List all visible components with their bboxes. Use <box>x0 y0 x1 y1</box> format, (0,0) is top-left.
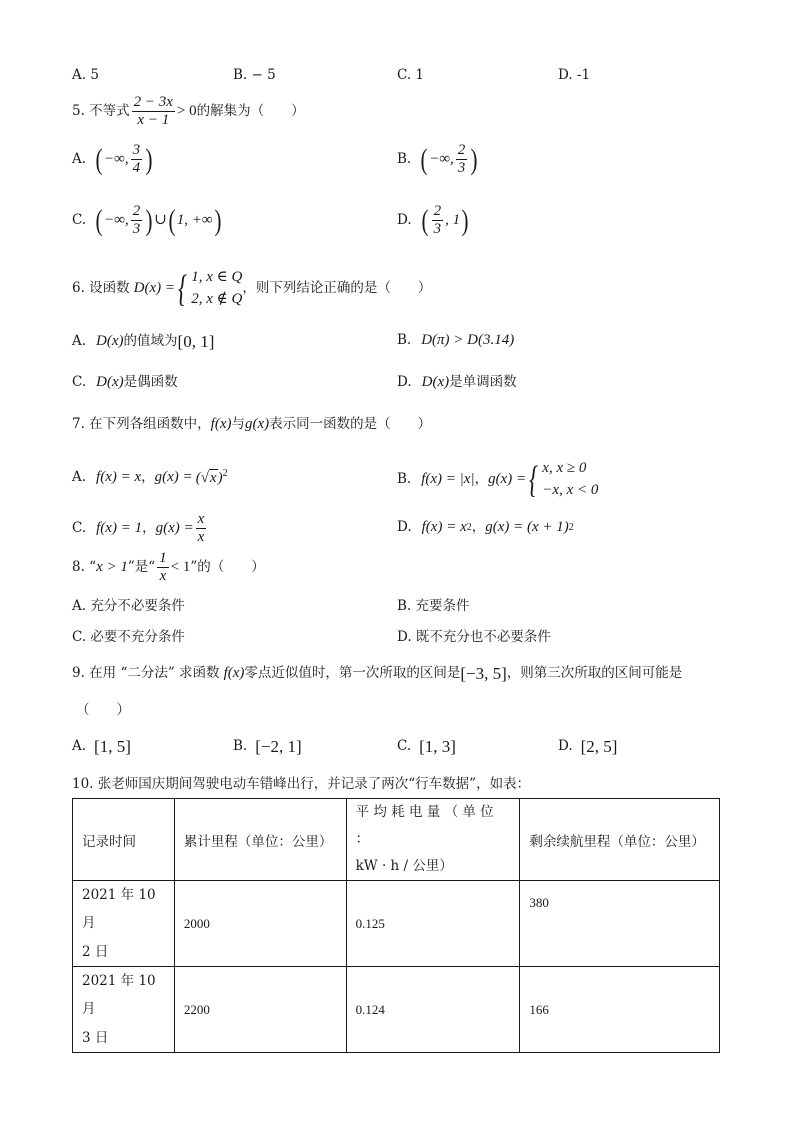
q7-c-f: f(x) = 1 <box>96 520 143 536</box>
q5-suffix: 的解集为（ ） <box>196 102 305 119</box>
q7-d-label: D. <box>397 518 412 535</box>
cell-date-line2: 3 日 <box>82 1029 109 1046</box>
q7-stem <box>72 417 431 432</box>
header-consumption <box>346 799 520 881</box>
q7-d-g: g(x) = (x + 1) <box>485 519 569 535</box>
q7-b-cases: { x, x ≥ 0 −x, x < 0 <box>529 458 599 501</box>
q8-option-a: A. 充分不必要条件 <box>72 598 185 614</box>
header-consumption-line2: kW · h / 公里） <box>355 858 453 874</box>
cell-remaining: 166 <box>520 967 720 1053</box>
q6-a-text: 的值域为 <box>123 332 178 349</box>
q9-option-d <box>558 738 617 755</box>
cell-consumption: 0.125 <box>346 881 520 967</box>
q6-b-expr: D(π) > D(3.14) <box>421 332 515 348</box>
q9-fx: f(x) <box>223 665 245 681</box>
q5-b-label: B. <box>397 150 412 167</box>
q6-case-2: 2, x ∉ Q <box>191 290 243 307</box>
q7-b-label: B. <box>397 471 412 487</box>
cell-date <box>73 967 175 1053</box>
q7-fx: f(x) <box>210 416 232 432</box>
q7-b-f: f(x) = |x| <box>421 471 475 488</box>
q5-c-right: 1, +∞ <box>176 212 213 228</box>
q5-a-num: 3 <box>132 142 141 158</box>
q7-d-f: f(x) = x <box>421 519 467 535</box>
q6-option-d <box>397 375 517 390</box>
q9-option-c <box>397 738 456 755</box>
q5-a-den: 4 <box>132 160 141 176</box>
q5-relation: > 0 <box>176 103 197 119</box>
table-header-row <box>73 799 720 881</box>
q8-option-c: C. 必要不充分条件 <box>72 629 185 645</box>
q6-d-text: 是单调函数 <box>449 373 517 390</box>
q7-a-g: g(x) = <box>154 469 193 485</box>
q7-b-case-2: −x, x < 0 <box>542 481 599 498</box>
q6-c-expr: D(x) <box>96 374 124 390</box>
q5-b-left: −∞, <box>429 151 454 167</box>
q4-option-a: A. 5 <box>72 67 99 83</box>
q8-mid: ”是“ <box>127 558 156 575</box>
q6-d-expr: D(x) <box>421 374 450 390</box>
q5-b-den: 3 <box>457 160 466 176</box>
q7-d-gexp: 2 <box>568 521 574 533</box>
q9-stem <box>72 665 682 682</box>
q7-b-sep: ， <box>474 471 489 487</box>
q6-c-text: 是偶函数 <box>123 373 178 390</box>
q5-option-b: B. ( −∞, $\frac{2}{3}$ ) <box>397 142 478 176</box>
cell-mileage: 2000 <box>174 881 346 967</box>
q6-func: D(x) = <box>133 280 176 297</box>
q9-mid: 零点近似值时，第一次所取的区间是 <box>244 664 461 681</box>
q5-option-d: D. ( $\frac{2}{3}$ , 1 ) <box>397 203 469 237</box>
q7-option-b <box>397 458 598 502</box>
q7-a-sep: ， <box>141 468 155 485</box>
q5-c-left: −∞, <box>104 212 129 228</box>
header-mileage: 累计里程（单位：公里） <box>174 799 346 881</box>
q5-d-label: D. <box>397 211 412 228</box>
q9-option-b <box>233 738 302 755</box>
q6-a-label: A. <box>72 332 87 349</box>
q5-c-label: C. <box>72 211 87 228</box>
header-consumption-line1: 平 均 耗 电 量 （ 单 位 ： <box>355 804 494 847</box>
q9-d-label: D. <box>558 737 573 754</box>
cell-mileage: 2200 <box>174 967 346 1053</box>
q6-cases: { 1, x ∈ Q 2, x ∉ Q <box>178 267 243 310</box>
q10-stem: 10. 张老师国庆期间驾驶电动车错峰出行，并记录了两次“行车数据”，如表： <box>72 776 531 792</box>
q5-d-den: 3 <box>433 221 442 237</box>
q9-d-value: [2, 5] <box>580 737 618 756</box>
q5-option-a: A. ( −∞, $\frac{3}{4}$ ) <box>72 142 153 176</box>
q6-d-label: D. <box>397 373 412 390</box>
q8-suffix: ”的（ ） <box>190 558 265 575</box>
q5-d-num: 2 <box>433 203 442 219</box>
q6-c-label: C. <box>72 373 87 390</box>
q5-a-label: A. <box>72 150 87 167</box>
q7-c-num: x <box>197 511 205 527</box>
q7-option-d <box>397 520 574 535</box>
q8-cond1: x > 1 <box>96 559 128 575</box>
q9-option-a <box>72 738 131 755</box>
q5-prefix: 5. 不等式 <box>72 102 130 119</box>
q7-d-sep: ， <box>471 518 486 535</box>
q8-stem <box>72 551 265 584</box>
q7-b-g: g(x) = <box>488 471 527 488</box>
q9-interval: [−3, 5] <box>460 664 507 683</box>
q8-prefix: 8. “ <box>72 558 97 575</box>
q6-option-a <box>72 333 214 350</box>
q9-answer-blank: （ ） <box>76 702 130 718</box>
q6-stem <box>72 267 431 311</box>
q8-cond2: < 1 <box>170 559 191 575</box>
q6-case-1: 1, x ∈ Q <box>191 269 243 285</box>
cell-date <box>73 881 175 967</box>
q6-suffix: ，则下列结论正确的是（ ） <box>242 280 432 296</box>
q6-prefix: 6. 设函数 <box>72 280 130 296</box>
q5-c-union: ∪ <box>154 212 167 228</box>
q6-a-expr: D(x) <box>96 333 124 349</box>
table-row <box>73 881 720 967</box>
q9-a-label: A. <box>72 737 87 754</box>
q5-frac-den: x − 1 <box>137 112 170 128</box>
q5-frac-num: 2 − 3x <box>133 94 173 110</box>
cell-date-line1: 2021 年 10 月 <box>82 973 156 1018</box>
cell-date-line1: 2021 年 10 月 <box>82 887 156 932</box>
q8-option-b: B. 充要条件 <box>397 598 470 614</box>
header-record-time: 记录时间 <box>73 799 175 881</box>
q5-c-num: 2 <box>132 203 141 219</box>
q4-option-c: C. 1 <box>397 67 425 83</box>
q6-a-set: [0, 1] <box>177 332 215 351</box>
q7-option-a: A. f(x) = x ， g(x) = $(√x)^2$ <box>72 468 228 486</box>
q7-c-sep: ， <box>142 519 156 536</box>
q5-fraction <box>132 95 175 128</box>
q9-c-label: C. <box>397 737 412 754</box>
q7-suffix: 表示同一函数的是（ ） <box>269 415 432 432</box>
q5-c-den: 3 <box>132 221 141 237</box>
cell-consumption: 0.124 <box>346 967 520 1053</box>
q9-b-label: B. <box>233 737 248 754</box>
q9-c-value: [1, 3] <box>419 737 456 756</box>
q6-option-c <box>72 375 178 390</box>
q7-c-g: g(x) = <box>155 520 194 536</box>
q7-c-label: C. <box>72 519 87 536</box>
q7-a-radicand: x <box>209 470 217 486</box>
q7-b-case-1: x, x ≥ 0 <box>542 460 587 476</box>
q6-option-b <box>397 333 514 348</box>
q7-a-exp: 2 <box>222 468 228 479</box>
q9-a-value: [1, 5] <box>94 737 131 756</box>
cell-remaining: 380 <box>520 881 720 967</box>
q7-prefix: 7. 在下列各组函数中， <box>72 415 211 432</box>
q7-option-c <box>72 512 208 545</box>
q5-a-left: −∞, <box>104 151 129 167</box>
q5-stem <box>72 95 305 128</box>
q7-c-den: x <box>197 529 205 545</box>
q7-gx: g(x) <box>245 416 270 432</box>
q7-mid: 与 <box>231 415 245 432</box>
q5-d-right: , 1 <box>445 212 461 228</box>
table-row <box>73 967 720 1053</box>
q8-option-d: D. 既不充分也不必要条件 <box>397 629 551 645</box>
q5-option-c: C. ( −∞, $\frac{2}{3}$ ) ∪ ( 1, +∞ ) <box>72 203 222 237</box>
q6-b-label: B. <box>397 331 412 348</box>
driving-data-table <box>72 798 720 1053</box>
cell-date-line2: 2 日 <box>82 943 109 960</box>
q7-a-f: f(x) = x <box>96 469 142 485</box>
q7-a-label: A. <box>72 468 87 485</box>
q9-prefix: 9. 在用 “二分法” 求函数 <box>72 664 220 681</box>
q9-b-value: [−2, 1] <box>255 737 302 756</box>
q7-d-fexp: 2 <box>466 521 472 533</box>
q8-frac-num: 1 <box>159 550 167 566</box>
q8-frac-den: x <box>159 568 167 584</box>
q9-suffix: ，则第三次所取的区间可能是 <box>506 664 683 681</box>
q5-b-num: 2 <box>457 142 466 158</box>
header-remaining-range: 剩余续航里程（单位：公里） <box>520 799 720 881</box>
q4-option-d: D. -1 <box>558 67 591 83</box>
q4-option-b: B. − 5 <box>233 67 276 83</box>
